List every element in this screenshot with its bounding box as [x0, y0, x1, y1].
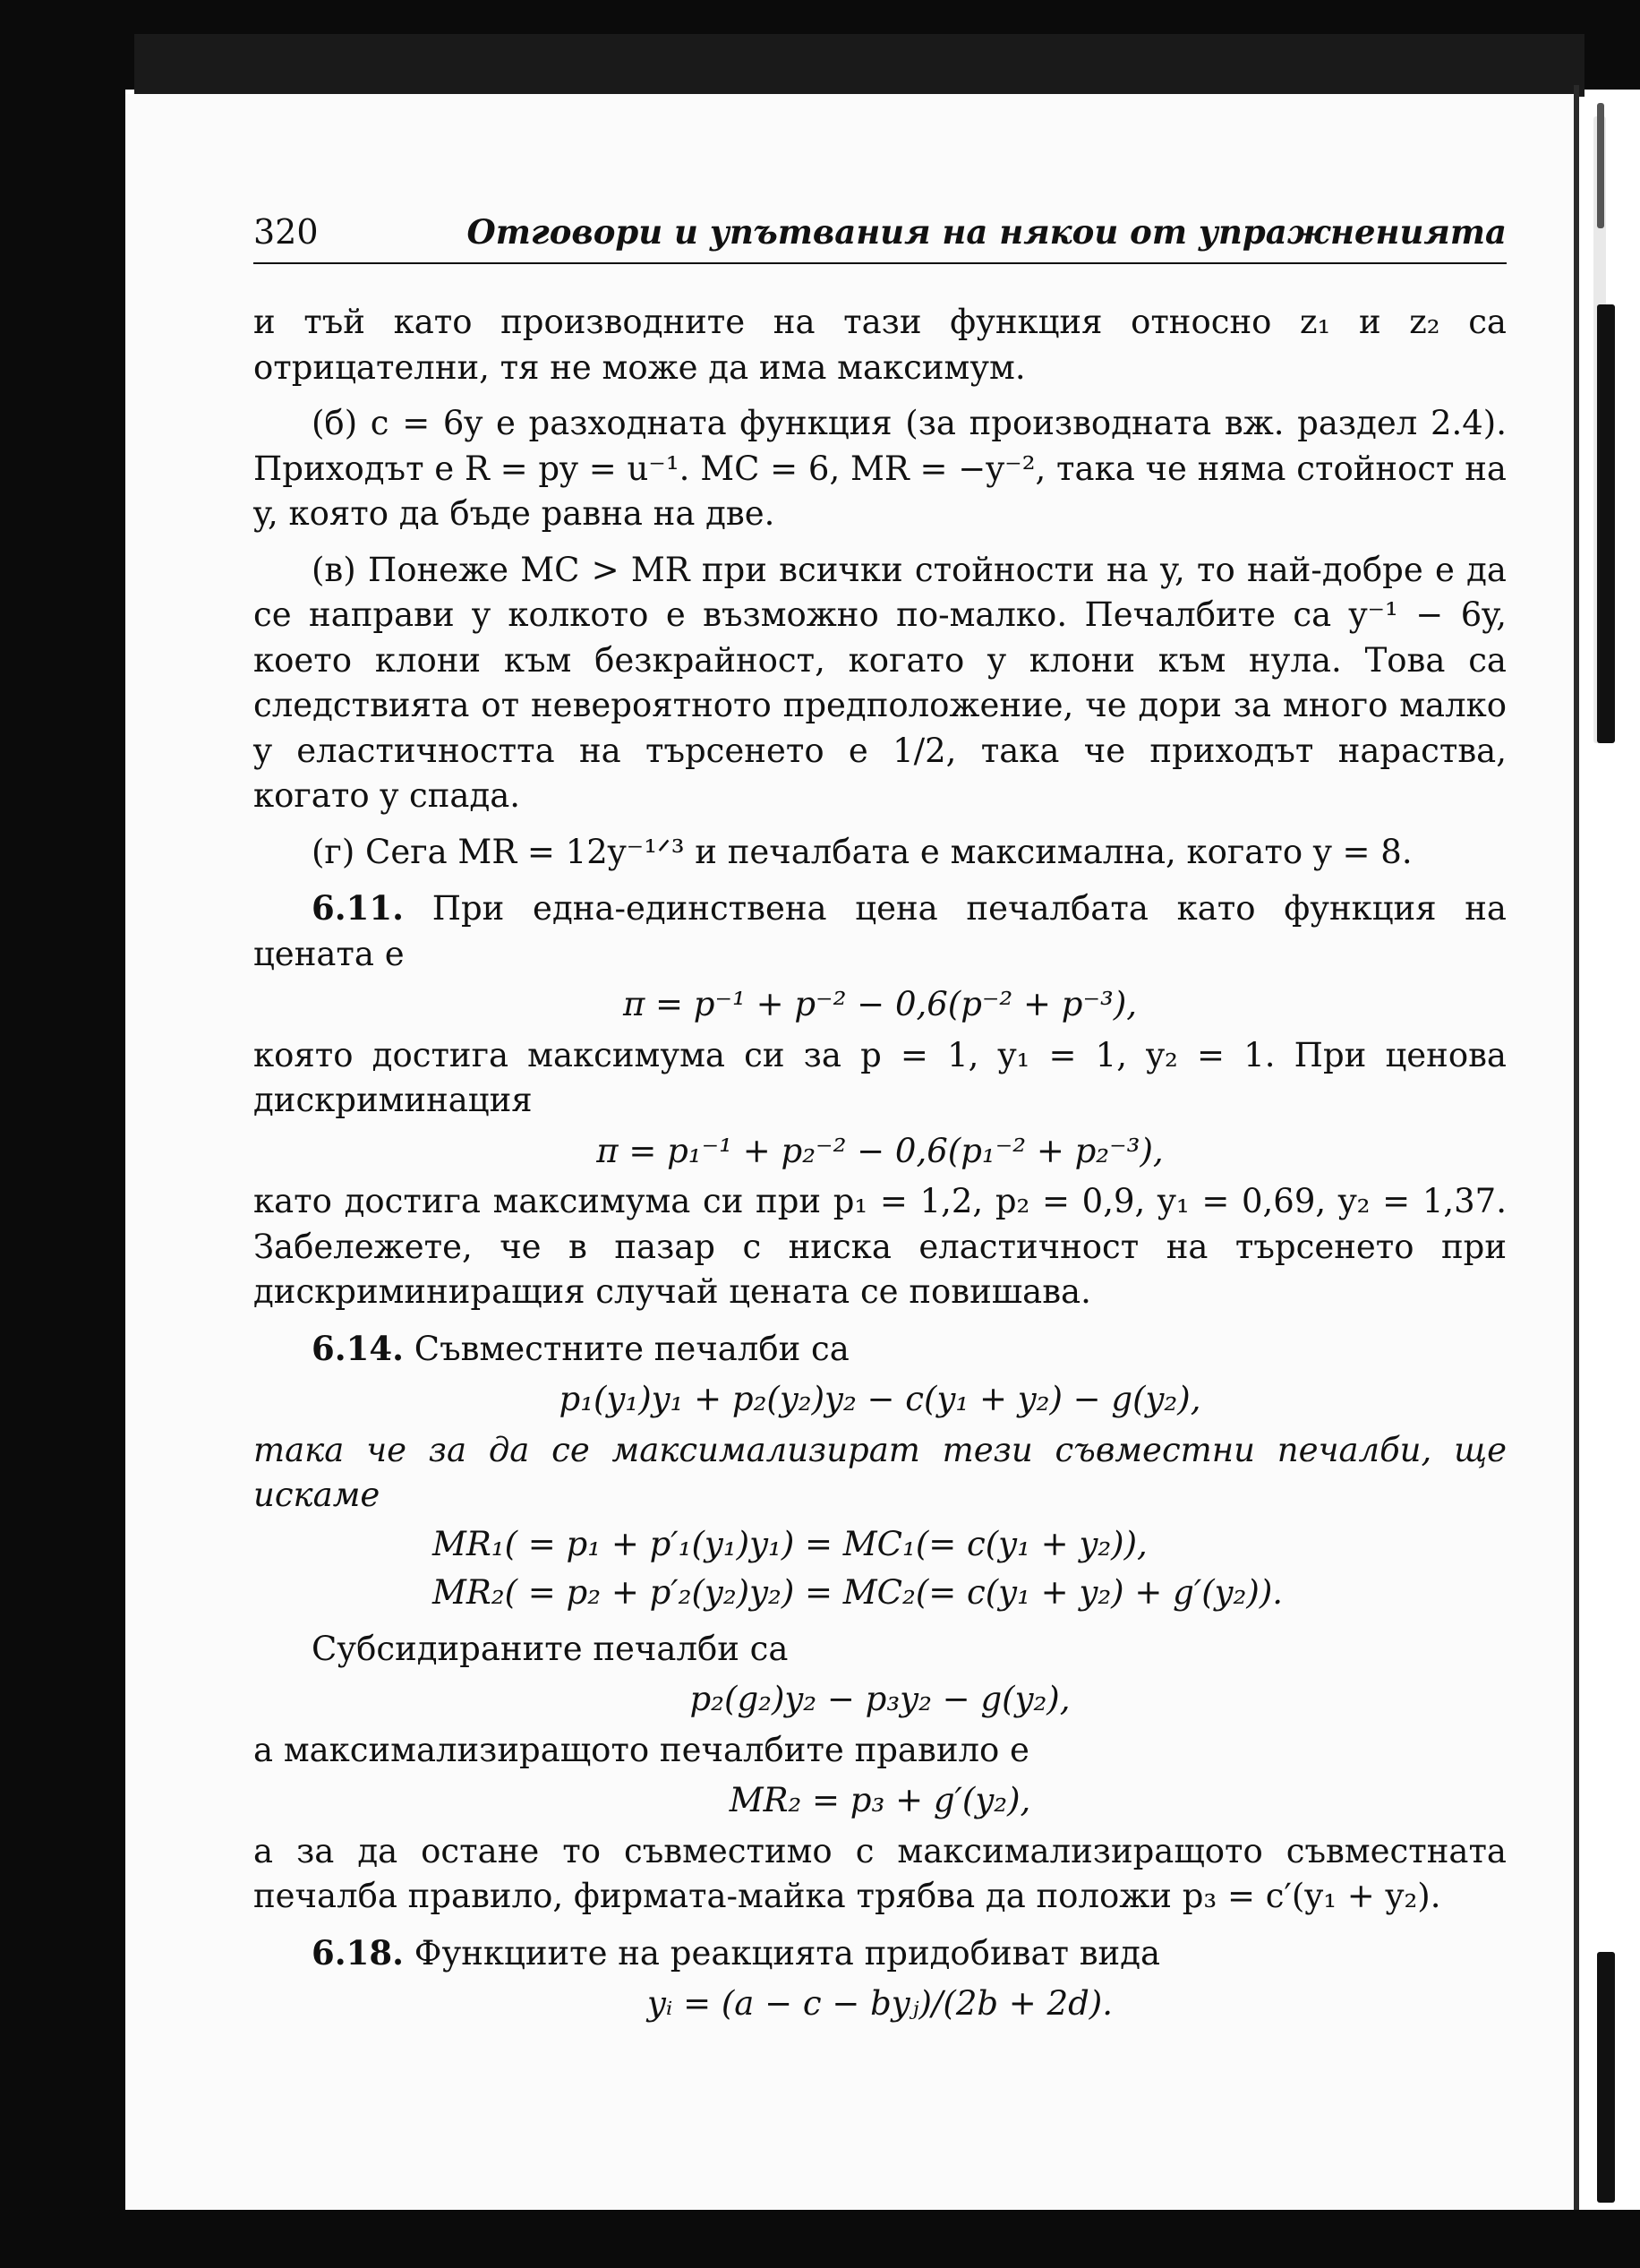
exercise-text: Функциите на реакцията придобиват вида [414, 1933, 1161, 1973]
scan-border-top-inner [134, 34, 1584, 97]
exercise-6-14 [253, 1326, 1507, 1373]
scan-border-bottom [0, 2210, 1640, 2268]
exercise-6-18 [253, 1930, 1507, 1977]
exercise-text: При една-единствена цена печалбата като функция на цената е [253, 889, 1507, 973]
paragraph-9: а максимализиращото печалбите правило е [253, 1730, 1029, 1769]
page-number: 320 [253, 212, 319, 252]
exercise-6-11 [253, 886, 1507, 977]
equation-1: π = p⁻¹ + p⁻² − 0,6(p⁻² + p⁻³), [622, 985, 1138, 1023]
equation-8: yᵢ = (a − c − byⱼ)/(2b + 2d). [646, 1984, 1113, 2023]
scan-mark-right-top [1597, 103, 1604, 228]
page-body [253, 300, 1507, 2033]
paragraph-d: (г) Сега MR = 12y⁻¹ᐟ³ и печалбата е максимална, когато y = 8. [312, 832, 1413, 871]
scan-mark-right-bottom [1597, 1952, 1615, 2203]
running-title: Отговори и упътвания на някои от упражненията [466, 212, 1507, 252]
paragraph-1: и тъй като производните на тази функция относно z₁ и z₂ са отрицателни, тя не може да има максимум. [253, 303, 1507, 387]
equation-6: p₂(g₂)y₂ − p₃y₂ − g(y₂), [689, 1680, 1071, 1718]
scan-border-right [1574, 85, 1579, 2216]
equation-5: MR₂( = p₂ + p′₂(y₂)y₂) = MC₂(= c(y₁ + y₂) + g′(y₂)). [432, 1573, 1284, 1612]
equation-2: π = p₁⁻¹ + p₂⁻² − 0,6(p₁⁻² + p₂⁻³), [596, 1131, 1164, 1170]
paragraph-c: (в) Понеже MC > MR при всички стойности на y, то най-добре е да се направи y колкото е възможно по-малко. Печалбите са y⁻¹ − 6y, което клони към безкрайност, когато y клони към нула. Това са следствията от невероятното предположение, че дори за много малко y еластичността на търсенето е 1/2, така че приходът нараства, когато y спада. [253, 550, 1507, 815]
paragraph-6: като достига максимума си при p₁ = 1,2, p₂ = 0,9, y₁ = 0,69, y₂ = 1,37. Забележете, че в пазар с ниска еластичност на търсенето при дискриминиращия случай цената се повишава. [253, 1182, 1507, 1311]
equation-7: MR₂ = p₃ + g′(y₂), [729, 1781, 1031, 1819]
paragraph-8: Субсидираните печалби са [312, 1629, 789, 1668]
equation-3: p₁(y₁)y₁ + p₂(y₂)y₂ − c(y₁ + y₂) − g(y₂), [559, 1380, 1201, 1418]
paragraph-5: която достига максимума си за p = 1, y₁ = 1, y₂ = 1. При ценова дискриминация [253, 1035, 1507, 1119]
paragraph-7: така че за да се максимализират тези съвместни печалби, ще искаме [253, 1430, 1507, 1514]
exercise-number: 6.11. [312, 888, 404, 928]
paragraph-10: а за да остане то съвместимо с максимализиращото съвместната печалба правило, фирмата-майка трябва да положи p₃ = c′(y₁ + y₂). [253, 1831, 1507, 1915]
exercise-number: 6.18. [312, 1932, 404, 1973]
exercise-number: 6.14. [312, 1328, 404, 1368]
scan-border-left [0, 0, 125, 2268]
paragraph-b: (б) c = 6y е разходната функция (за производната вж. раздел 2.4). Приходът е R = py = u⁻¹. MC = 6, MR = −y⁻², така че няма стойност на y, която да бъде равна на две. [253, 404, 1507, 533]
page-header [253, 209, 1507, 264]
exercise-text: Съвместните печалби са [414, 1329, 850, 1368]
scan-mark-right-middle [1597, 304, 1615, 743]
equation-4: MR₁( = p₁ + p′₁(y₁)y₁) = MC₁(= c(y₁ + y₂)), [432, 1524, 1148, 1563]
